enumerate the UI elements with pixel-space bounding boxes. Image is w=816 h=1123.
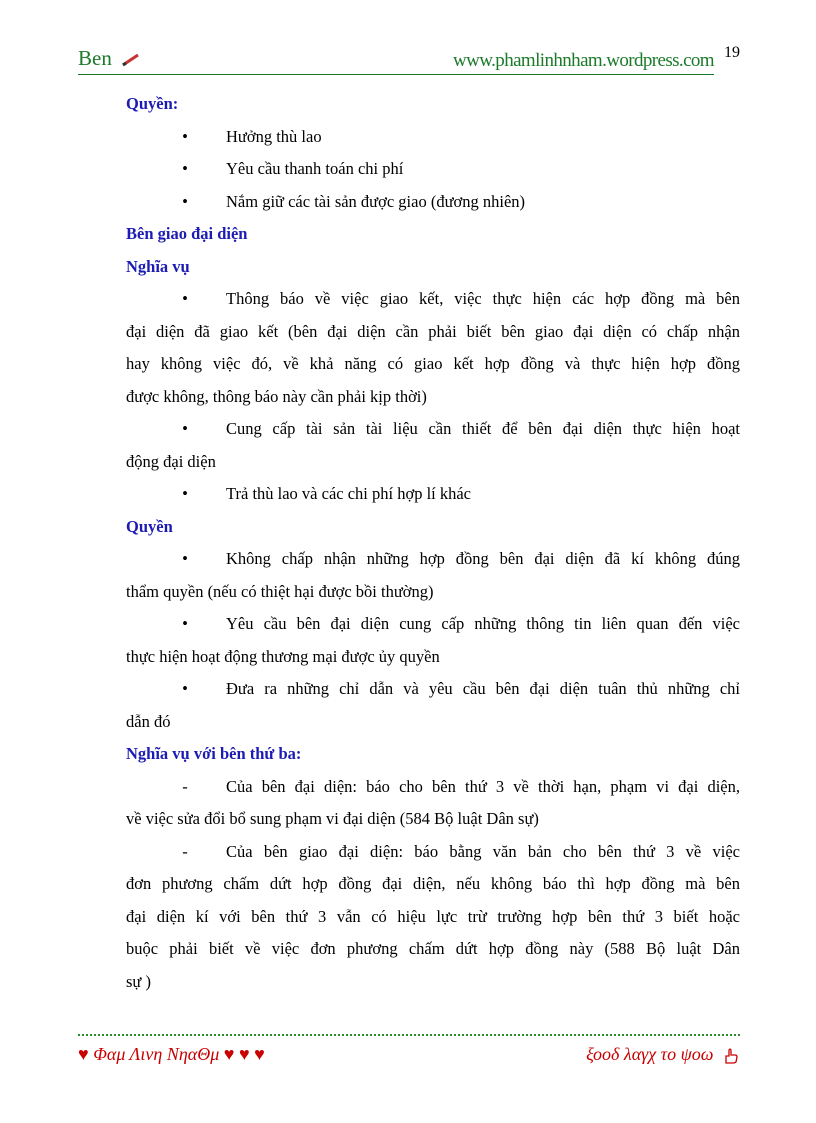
- page-number: 19: [724, 44, 740, 61]
- list-item: • Hưởng thù lao: [182, 126, 322, 146]
- header-divider: [78, 74, 714, 75]
- footer-right-text: ξοοδ λαγχ το ψοω: [586, 1044, 714, 1064]
- list-item: • Đưa ra những chỉ dẫn và yêu cầu bên đại diện tuân thủ những chỉ dẫn đó: [126, 679, 740, 731]
- hand-pointer-icon: [722, 1047, 740, 1065]
- subheading-nghia-vu: Nghĩa vụ: [126, 256, 190, 276]
- list-item: • Không chấp nhận những hợp đồng bên đại diện đã kí không đúng thẩm quyền (nếu có thiệt hại được bồi thường): [126, 549, 740, 601]
- header-left: [78, 46, 141, 71]
- document-body: [126, 88, 740, 998]
- page-header: [78, 46, 740, 78]
- footer-right: [586, 1044, 740, 1065]
- list-item: • Cung cấp tài sản tài liệu cần thiết để bên đại diện thực hiện hoạt động đại diện: [126, 419, 740, 471]
- list-item: • Trả thù lao và các chi phí hợp lí khác: [182, 484, 472, 503]
- header-site-url: www.phamlinhnham.wordpress.com: [453, 50, 714, 71]
- list-item: • Thông báo về việc giao kết, việc thực hiện các hợp đồng mà bên đại diện đã giao kết (bên đại diện cần phải biết bên giao đại diện có chấp nhận hay không việc đó, về khả năng có giao kết hợp đồng và thực hiện hợp đồng được không, thông báo này cần phải kịp thời): [126, 289, 740, 406]
- section-heading-quyen: Quyền:: [126, 94, 179, 113]
- header-left-text: Ben: [78, 46, 112, 70]
- list-item: - Của bên đại diện: báo cho bên thứ 3 về thời hạn, phạm vi đại diện, về việc sửa đổi bổ sung phạm vi đại diện (584 Bộ luật Dân sự): [126, 776, 740, 828]
- list-item: • Yêu cầu thanh toán chi phí: [182, 159, 404, 178]
- list-item: • Yêu cầu bên đại diện cung cấp những thông tin liên quan đến việc thực hiện hoạt động thương mại được ủy quyền: [126, 614, 740, 666]
- list-item: • Nắm giữ các tài sản được giao (đương nhiên): [182, 191, 526, 211]
- list-item: - Của bên giao đại diện: báo bằng văn bản cho bên thứ 3 về việc đơn phương chấm dứt hợp đồng đại diện, nếu không báo thì hợp đồng mà bên đại diện kí với bên thứ 3 vẫn có hiệu lực trừ trường hợp bên thứ 3 biết hoặc buộc phải biết về việc đơn phương chấm dứt hợp đồng này (588 Bộ luật Dân sự ): [126, 841, 740, 991]
- pencil-icon: [121, 53, 141, 67]
- footer-left-text: ♥ Φαμ Λινη ΝηαΘμ ♥ ♥ ♥: [78, 1044, 265, 1064]
- footer-divider: [78, 1034, 740, 1036]
- section-heading-quyen-2: Quyền: [126, 516, 173, 536]
- section-heading-nghia-vu-ben-thu-ba: Nghĩa vụ với bên thứ ba:: [126, 744, 302, 763]
- section-heading-ben-giao: Bên giao đại diện: [126, 224, 248, 243]
